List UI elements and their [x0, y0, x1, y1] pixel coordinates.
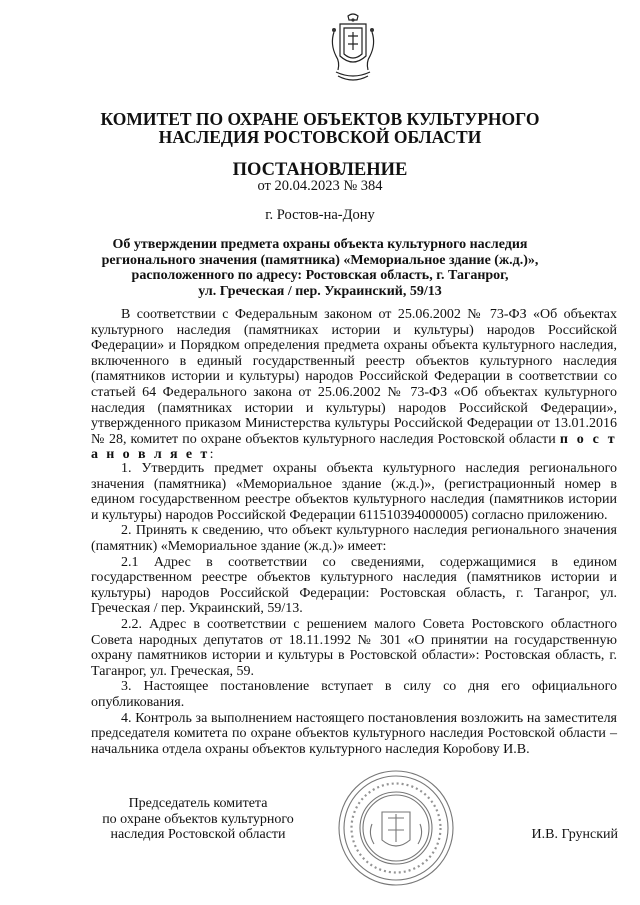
subject-line1: Об утверждении предмета охраны объекта культурного наследия	[112, 237, 528, 252]
resolution-item: 3. Настоящее постановление вступает в силу со дня его официального опубликования.	[91, 679, 617, 710]
resolution-items	[91, 461, 617, 757]
signatory-position	[92, 796, 304, 843]
coat-of-arms-emblem	[326, 12, 380, 84]
document-date-number: от 20.04.2023 № 384	[257, 178, 383, 194]
preamble-paragraph	[91, 307, 617, 463]
signatory-position-line2: по охране объектов культурного	[102, 811, 294, 827]
resolution-item: 2.2. Адрес в соответствии с решением малого Совета Ростовского областного Совета народных депутатов от 18.11.1992 № 301 «О принятии на государственную охрану памятников истории и культуры в Ростовской области»: Ростовская область, г. Таганрог, ул. Греческая, 59.	[91, 616, 617, 679]
committee-name	[60, 110, 580, 146]
resolves-word: п о с т а н о в л я е т	[91, 431, 617, 463]
subject-line3: расположенного по адресу: Ростовская область, г. Таганрог,	[131, 268, 509, 283]
signatory-position-line3: наследия Ростовской области	[110, 827, 286, 843]
resolves-colon: :	[209, 447, 214, 463]
committee-name-line2: НАСЛЕДИЯ РОСТОВСКОЙ ОБЛАСТИ	[158, 127, 482, 147]
resolution-item: 1. Утвердить предмет охраны объекта культурного наследия регионального значения (памятника) «Мемориальное здание (ж.д.)», (регистрационный номер в едином государственном реестре объектов культурного наследия (памятников истории и культуры) народов Российской Федерации 611510394000005) согласно приложению.	[91, 461, 617, 523]
official-seal-stamp	[336, 768, 456, 888]
document-subject	[100, 237, 540, 299]
document-type-title: ПОСТАНОВЛЕНИЕ	[232, 160, 408, 180]
resolution-item: 4. Контроль за выполнением настоящего постановления возложить на заместителя председателя комитета по охране объектов культурного наследия Ростовской области – начальника отдела охраны объектов культурного наследия Коробову И.В.	[91, 710, 617, 757]
subject-line2: регионального значения (памятника) «Мемориальное здание (ж.д.)»,	[101, 252, 539, 268]
resolution-item: 2.1 Адрес в соответствии со сведениями, содержащимися в едином государственном реестре объектов культурного наследия (памятников истории и культуры) народов Российской Федерации: Ростовская область, г. Таганрог, ул. Греческая / пер. Украинский, 59/13.	[91, 554, 617, 617]
signatory-position-line1: Председатель комитета	[128, 796, 268, 811]
committee-name-line1: КОМИТЕТ ПО ОХРАНЕ ОБЪЕКТОВ КУЛЬТУРНОГО	[100, 109, 540, 129]
preamble-text: В соответствии с Федеральным законом от 25.06.2002 № 73-ФЗ «Об объектах культурного наследия (памятниках истории и культуры) народов Российской Федерации» и Порядком определения предмета охраны объекта культурного наследия, включенного в единый государственный реестр объектов культурного наследия (памятников истории и культуры) народов Российской Федерации в соответствии со статьей 64 Федерального закона от 25.06.2002 № 73-ФЗ «Об объектах культурного наследия (памятниках истории и культуры) народов Российской Федерации», утвержденного приказом Министерства культуры Российской Федерации от 13.01.2016 № 28, комитет по охране объектов культурного наследия Ростовской области	[91, 307, 617, 447]
subject-line4: ул. Греческая / пер. Украинский, 59/13	[198, 283, 442, 299]
signatory-name: И.В. Грунский	[531, 827, 618, 842]
document-city: г. Ростов-на-Дону	[265, 207, 375, 223]
resolution-item: 2. Принять к сведению, что объект культурного наследия регионального значения (памятник) «Мемориальное здание (ж.д.)» имеет:	[91, 523, 617, 554]
